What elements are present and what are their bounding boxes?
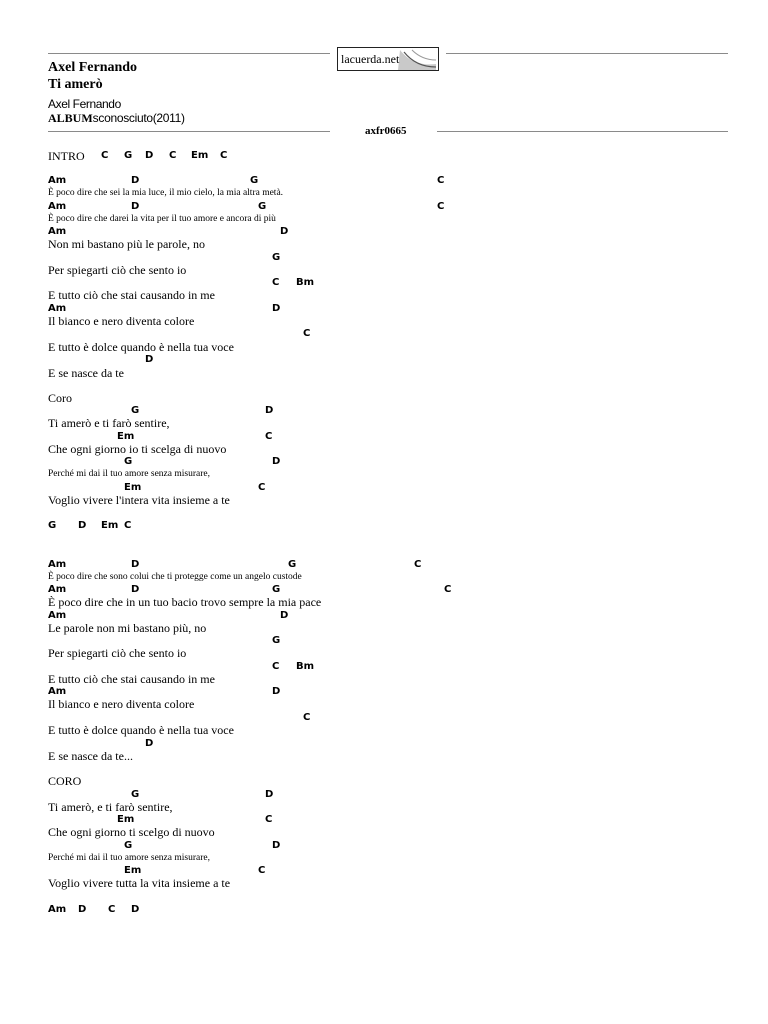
chord: G [131, 405, 140, 416]
chord: D [131, 201, 140, 212]
song-title: Ti amerò [48, 77, 103, 92]
chord: C [101, 150, 109, 161]
album-value: sconosciuto(2011) [92, 111, 185, 125]
chord: C [258, 865, 266, 876]
chord: Am [48, 201, 67, 212]
chord: G [124, 840, 133, 851]
artist-name: Axel Fernando [48, 60, 138, 75]
section-label: INTRO [48, 149, 85, 163]
header-rule-right [446, 53, 728, 54]
lyric-line: È poco dire che sono colui che ti protegge come un angelo custode [48, 572, 302, 582]
chord: C [258, 482, 266, 493]
chord: C [272, 661, 280, 672]
chord: G [272, 635, 281, 646]
lyric-line: Non mi bastano più le parole, no [48, 237, 205, 251]
chord: G [272, 252, 281, 263]
chord: D [131, 175, 140, 186]
chord: G [48, 520, 57, 531]
lyric-line: È poco dire che in un tuo bacio trovo sempre la mia pace [48, 595, 322, 609]
chord: D [145, 354, 154, 365]
chord: Em [124, 482, 142, 493]
chord: G [250, 175, 259, 186]
chord: D [131, 559, 140, 570]
chord: D [272, 303, 281, 314]
chord: C [265, 814, 273, 825]
chord: D [78, 904, 87, 915]
lyric-line: Che ogni giorno io ti scelga di nuovo [48, 442, 227, 456]
lyric-line: Ti amerò, e ti farò sentire, [48, 800, 173, 814]
chord: G [124, 150, 133, 161]
chord: Am [48, 904, 67, 915]
lyric-line: Per spiegarti ciò che sento io [48, 646, 187, 660]
album-line [48, 111, 185, 126]
chord: C [272, 277, 280, 288]
lyric-line: Perché mi dai il tuo amore senza misurare, [48, 853, 210, 863]
lyric-line: Il bianco e nero diventa colore [48, 697, 195, 711]
lyric-line: Il bianco e nero diventa colore [48, 314, 195, 328]
lyric-line: Voglio vivere l'intera vita insieme a te [48, 493, 230, 507]
chord: Em [117, 431, 135, 442]
chord: Em [191, 150, 209, 161]
chord: Am [48, 686, 67, 697]
chord: Am [48, 559, 67, 570]
lyric-line: Che ogni giorno ti scelgo di nuovo [48, 825, 215, 839]
chord: D [272, 456, 281, 467]
chord: C [124, 520, 132, 531]
chord: G [131, 789, 140, 800]
chord: C [303, 712, 311, 723]
code-rule-left [48, 131, 330, 132]
chord: G [288, 559, 297, 570]
header-rule-left [48, 53, 330, 54]
song-author: Axel Fernando [48, 97, 121, 111]
chord: Bm [296, 661, 315, 672]
song-code: axfr0665 [365, 125, 407, 137]
chord: D [78, 520, 87, 531]
chord: Em [117, 814, 135, 825]
chord: D [145, 150, 154, 161]
lyric-line: Perché mi dai il tuo amore senza misurare, [48, 469, 210, 479]
chord: D [272, 840, 281, 851]
chord: Am [48, 584, 67, 595]
chord: C [437, 201, 445, 212]
chord: Em [101, 520, 119, 531]
chord: C [108, 904, 116, 915]
chord: Am [48, 175, 67, 186]
lyric-line: Voglio vivere tutta la vita insieme a te [48, 876, 231, 890]
chord: C [414, 559, 422, 570]
chord: G [272, 584, 281, 595]
chord: Am [48, 226, 67, 237]
lyric-line: Ti amerò e ti farò sentire, [48, 416, 170, 430]
chord: D [265, 789, 274, 800]
chord: Am [48, 303, 67, 314]
chord: Bm [296, 277, 315, 288]
chord: C [437, 175, 445, 186]
chord: D [280, 226, 289, 237]
lyric-line: E se nasce da te [48, 366, 124, 380]
lyric-line: E tutto è dolce quando è nella tua voce [48, 340, 234, 354]
lyric-line: Per spiegarti ciò che sento io [48, 263, 187, 277]
chord: G [258, 201, 267, 212]
logo-text: lacuerda.net [341, 52, 400, 66]
chord: D [131, 904, 140, 915]
code-rule-right [437, 131, 728, 132]
lyric-line: Coro [48, 391, 72, 405]
chord: Em [124, 865, 142, 876]
lyric-line: È poco dire che darei la vita per il tuo amore e ancora di più [48, 214, 276, 224]
chord: G [124, 456, 133, 467]
lyric-line: È poco dire che sei la mia luce, il mio cielo, la mia altra metà. [48, 188, 284, 198]
lyric-line: E se nasce da te... [48, 749, 133, 763]
lyric-line: Le parole non mi bastano più, no [48, 621, 207, 635]
chord: D [272, 686, 281, 697]
chord: C [265, 431, 273, 442]
lacuerda-logo [337, 47, 439, 71]
chord: C [169, 150, 177, 161]
chord: D [145, 738, 154, 749]
lyric-line: E tutto è dolce quando è nella tua voce [48, 723, 234, 737]
chord: C [220, 150, 228, 161]
lyric-line: E tutto ciò che stai causando in me [48, 672, 215, 686]
chord: D [280, 610, 289, 621]
album-label: ALBUM [48, 111, 93, 125]
chord: C [444, 584, 452, 595]
lyric-line: CORO [48, 774, 82, 788]
chord: C [303, 328, 311, 339]
chord: D [131, 584, 140, 595]
lyric-line: E tutto ciò che stai causando in me [48, 288, 215, 302]
chord: Am [48, 610, 67, 621]
chord: D [265, 405, 274, 416]
